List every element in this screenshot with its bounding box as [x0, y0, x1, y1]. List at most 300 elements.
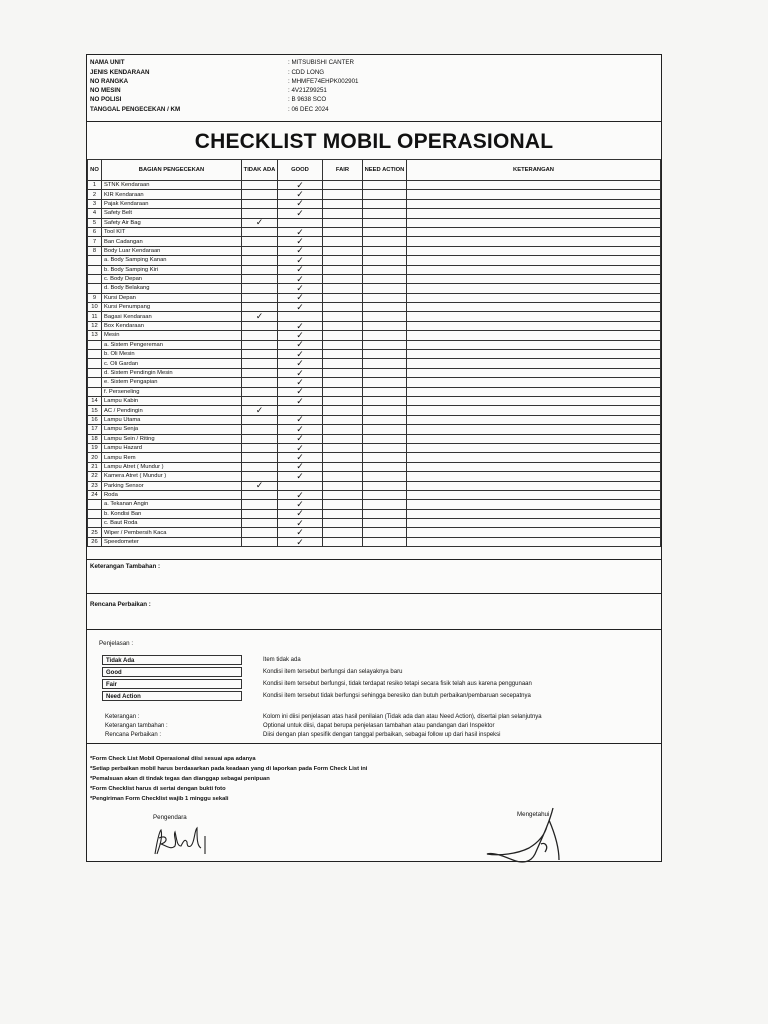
signature-label-mengetahui: Mengetahui: [517, 811, 550, 818]
row-item: Pajak Kendaraan: [102, 199, 242, 208]
row-tidak-ada[interactable]: [242, 190, 278, 199]
row-need-action[interactable]: [363, 350, 407, 359]
row-keterangan[interactable]: [407, 434, 661, 443]
row-no: 20: [88, 453, 102, 462]
table-row: [88, 462, 661, 471]
legend-term: Tidak Ada: [102, 655, 242, 665]
row-need-action[interactable]: [363, 331, 407, 340]
row-good[interactable]: [278, 209, 323, 218]
table-row: [88, 218, 661, 227]
check-mark-icon: ✓: [296, 320, 304, 331]
row-fair[interactable]: [323, 190, 363, 199]
row-no: [88, 378, 102, 387]
check-mark-icon: ✓: [296, 517, 304, 528]
row-no: 10: [88, 303, 102, 312]
row-keterangan[interactable]: [407, 274, 661, 283]
check-mark-icon: ✓: [296, 414, 304, 425]
row-tidak-ada[interactable]: [242, 443, 278, 452]
row-no: [88, 519, 102, 528]
row-item: Lampu Utama: [102, 415, 242, 424]
row-need-action[interactable]: [363, 443, 407, 452]
row-item: Parking Sensor: [102, 481, 242, 490]
check-mark-icon: ✓: [255, 217, 264, 228]
row-good[interactable]: [278, 312, 323, 321]
row-keterangan[interactable]: [407, 303, 661, 312]
legend-desc: Kondisi item tersebut tidak berfungsi sehingga beresiko dan butuh perbaikan/pembaruan secepatnya: [263, 693, 531, 699]
row-need-action[interactable]: [363, 246, 407, 255]
footnote: *Pemalsuan akan di tindak tegas dan dianggap sebagai penipuan: [90, 776, 270, 782]
row-item: Lampu Sein / Riting: [102, 434, 242, 443]
info-value: : MHMFE74EHPK002901: [288, 78, 359, 85]
row-no: [88, 359, 102, 368]
row-need-action[interactable]: [363, 396, 407, 405]
note-label: Keterangan tambahan :: [105, 723, 168, 729]
row-need-action[interactable]: [363, 434, 407, 443]
note-label: Rencana Perbaikan :: [105, 732, 162, 738]
row-fair[interactable]: [323, 443, 363, 452]
row-fair[interactable]: [323, 227, 363, 236]
row-keterangan[interactable]: [407, 265, 661, 274]
legend-term: Good: [102, 667, 242, 677]
row-no: 11: [88, 312, 102, 321]
row-no: 25: [88, 528, 102, 537]
row-item: Roda: [102, 490, 242, 499]
row-no: 24: [88, 490, 102, 499]
check-mark-icon: ✓: [296, 282, 304, 293]
table-row: [88, 237, 661, 246]
row-tidak-ada[interactable]: [242, 274, 278, 283]
footnote: *Form Checklist harus di sertai dengan bukti foto: [90, 786, 226, 792]
check-mark-icon: ✓: [296, 358, 304, 369]
row-keterangan[interactable]: [407, 209, 661, 218]
row-no: 23: [88, 481, 102, 490]
row-need-action[interactable]: [363, 218, 407, 227]
row-good[interactable]: [278, 481, 323, 490]
row-need-action[interactable]: [363, 368, 407, 377]
check-mark-icon: ✓: [255, 405, 264, 416]
row-tidak-ada[interactable]: [242, 425, 278, 434]
table-row: [88, 274, 661, 283]
row-need-action[interactable]: [363, 509, 407, 518]
row-fair[interactable]: [323, 199, 363, 208]
row-item: Lampu Kabin: [102, 396, 242, 405]
table-row: [88, 350, 661, 359]
check-mark-icon: ✓: [296, 376, 304, 387]
row-keterangan[interactable]: [407, 387, 661, 396]
row-keterangan[interactable]: [407, 462, 661, 471]
row-tidak-ada[interactable]: [242, 537, 278, 546]
table-row: [88, 368, 661, 377]
row-tidak-ada[interactable]: [242, 227, 278, 236]
row-need-action[interactable]: [363, 227, 407, 236]
row-item: c. Body Depan: [102, 274, 242, 283]
row-tidak-ada[interactable]: [242, 321, 278, 330]
legend-desc: Kondisi item tersebut berfungsi, tidak terdapat resiko tetapi secara fisik telah aus karena penggunaan: [263, 681, 532, 687]
row-fair[interactable]: [323, 321, 363, 330]
row-fair[interactable]: [323, 396, 363, 405]
table-row: [88, 434, 661, 443]
row-need-action[interactable]: [363, 181, 407, 190]
row-keterangan[interactable]: [407, 519, 661, 528]
row-item: a. Body Samping Kanan: [102, 256, 242, 265]
row-tidak-ada[interactable]: [242, 500, 278, 509]
row-need-action[interactable]: [363, 274, 407, 283]
row-no: 17: [88, 425, 102, 434]
row-item: Bagasi Kendaraan: [102, 312, 242, 321]
row-fair[interactable]: [323, 406, 363, 415]
col-header-bagian: BAGIAN PENGECEKAN: [102, 160, 242, 181]
row-no: 9: [88, 293, 102, 302]
table-row: [88, 256, 661, 265]
row-tidak-ada[interactable]: [242, 256, 278, 265]
row-good[interactable]: [278, 265, 323, 274]
row-fair[interactable]: [323, 378, 363, 387]
table-row: [88, 265, 661, 274]
row-keterangan[interactable]: [407, 246, 661, 255]
col-header-need-action: NEED ACTION: [363, 160, 407, 181]
row-item: Mesin: [102, 331, 242, 340]
note-label: Keterangan :: [105, 714, 140, 720]
row-fair[interactable]: [323, 434, 363, 443]
penjelasan-title: Penjelasan :: [99, 640, 134, 647]
row-tidak-ada[interactable]: [242, 528, 278, 537]
row-keterangan[interactable]: [407, 340, 661, 349]
row-fair[interactable]: [323, 237, 363, 246]
check-mark-icon: ✓: [296, 236, 304, 247]
row-tidak-ada[interactable]: [242, 378, 278, 387]
row-keterangan[interactable]: [407, 331, 661, 340]
row-fair[interactable]: [323, 350, 363, 359]
row-need-action[interactable]: [363, 481, 407, 490]
row-tidak-ada[interactable]: [242, 340, 278, 349]
row-keterangan[interactable]: [407, 490, 661, 499]
row-fair[interactable]: [323, 490, 363, 499]
row-no: 5: [88, 218, 102, 227]
table-row: [88, 528, 661, 537]
row-need-action[interactable]: [363, 519, 407, 528]
row-fair[interactable]: [323, 284, 363, 293]
row-keterangan[interactable]: [407, 237, 661, 246]
row-item: Body Luar Kendaraan: [102, 246, 242, 255]
row-fair[interactable]: [323, 481, 363, 490]
table-row: [88, 396, 661, 405]
check-mark-icon: ✓: [296, 264, 304, 275]
table-body: [88, 181, 661, 547]
table-row: [88, 415, 661, 424]
row-need-action[interactable]: [363, 415, 407, 424]
row-fair[interactable]: [323, 387, 363, 396]
row-tidak-ada[interactable]: [242, 181, 278, 190]
row-tidak-ada[interactable]: [242, 359, 278, 368]
row-no: 14: [88, 396, 102, 405]
row-keterangan[interactable]: [407, 425, 661, 434]
table-row: [88, 425, 661, 434]
row-keterangan[interactable]: [407, 537, 661, 546]
row-item: Lampu Rem: [102, 453, 242, 462]
row-need-action[interactable]: [363, 378, 407, 387]
check-mark-icon: ✓: [296, 527, 304, 538]
legend-term: Fair: [102, 679, 242, 689]
row-tidak-ada[interactable]: [242, 312, 278, 321]
check-mark-icon: ✓: [296, 489, 304, 500]
row-fair[interactable]: [323, 181, 363, 190]
table-row: [88, 490, 661, 499]
row-tidak-ada[interactable]: [242, 434, 278, 443]
row-keterangan[interactable]: [407, 312, 661, 321]
info-label: NO RANGKA: [90, 78, 129, 85]
row-keterangan[interactable]: [407, 396, 661, 405]
row-keterangan[interactable]: [407, 443, 661, 452]
row-tidak-ada[interactable]: [242, 453, 278, 462]
row-keterangan[interactable]: [407, 472, 661, 481]
row-item: STNK Kendaraan: [102, 181, 242, 190]
row-fair[interactable]: [323, 509, 363, 518]
row-keterangan[interactable]: [407, 284, 661, 293]
note-desc: Kolom ini diisi penjelasan atas hasil penilaian (Tidak ada dan atau Need Action), disertai plan selanjutnya: [263, 714, 542, 720]
row-no: [88, 500, 102, 509]
table-row: [88, 246, 661, 255]
row-need-action[interactable]: [363, 462, 407, 471]
row-item: d. Body Belakang: [102, 284, 242, 293]
row-need-action[interactable]: [363, 406, 407, 415]
row-good[interactable]: [278, 472, 323, 481]
row-item: Lampu Hazard: [102, 443, 242, 452]
row-fair[interactable]: [323, 312, 363, 321]
row-item: Ban Cadangan: [102, 237, 242, 246]
row-tidak-ada[interactable]: [242, 199, 278, 208]
row-good[interactable]: [278, 396, 323, 405]
row-fair[interactable]: [323, 415, 363, 424]
row-keterangan[interactable]: [407, 293, 661, 302]
info-row: [90, 105, 650, 115]
row-need-action[interactable]: [363, 528, 407, 537]
row-tidak-ada[interactable]: [242, 284, 278, 293]
table-row: [88, 537, 661, 546]
row-need-action[interactable]: [363, 537, 407, 546]
info-label: TANGGAL PENGECEKAN / KM: [90, 106, 181, 113]
row-fair[interactable]: [323, 303, 363, 312]
check-mark-icon: ✓: [296, 226, 304, 237]
penjelasan-section: [87, 629, 661, 744]
table-row: [88, 181, 661, 190]
row-need-action[interactable]: [363, 387, 407, 396]
check-mark-icon: ✓: [296, 254, 304, 265]
row-fair[interactable]: [323, 293, 363, 302]
row-fair[interactable]: [323, 256, 363, 265]
legend-desc: Item tidak ada: [263, 657, 301, 663]
row-tidak-ada[interactable]: [242, 509, 278, 518]
row-need-action[interactable]: [363, 500, 407, 509]
row-good[interactable]: [278, 303, 323, 312]
legend-desc: Kondisi item tersebut berfungsi dan selayaknya baru: [263, 669, 403, 675]
row-keterangan[interactable]: [407, 453, 661, 462]
row-fair[interactable]: [323, 472, 363, 481]
row-no: 18: [88, 434, 102, 443]
check-mark-icon: ✓: [296, 508, 304, 519]
row-keterangan[interactable]: [407, 359, 661, 368]
row-need-action[interactable]: [363, 303, 407, 312]
row-no: 21: [88, 462, 102, 471]
table-row: [88, 303, 661, 312]
row-item: Kursi Penumpang: [102, 303, 242, 312]
row-keterangan[interactable]: [407, 199, 661, 208]
table-row: [88, 312, 661, 321]
row-need-action[interactable]: [363, 340, 407, 349]
rencana-perbaikan-section: [87, 593, 661, 630]
row-need-action[interactable]: [363, 312, 407, 321]
row-need-action[interactable]: [363, 190, 407, 199]
row-no: 19: [88, 443, 102, 452]
row-tidak-ada[interactable]: [242, 481, 278, 490]
row-keterangan[interactable]: [407, 509, 661, 518]
note-desc: Optional untuk diisi, dapat berupa penjelasan tambahan atau pandangan dari Inspektor: [263, 723, 495, 729]
row-item: d. Sistem Pendingin Mesin: [102, 368, 242, 377]
check-mark-icon: ✓: [296, 301, 304, 312]
checklist-table-wrap: [87, 159, 661, 559]
row-fair[interactable]: [323, 331, 363, 340]
row-tidak-ada[interactable]: [242, 406, 278, 415]
check-mark-icon: ✓: [296, 442, 304, 453]
row-keterangan[interactable]: [407, 256, 661, 265]
row-tidak-ada[interactable]: [242, 350, 278, 359]
row-fair[interactable]: [323, 218, 363, 227]
col-header-keterangan: KETERANGAN: [407, 160, 661, 181]
row-keterangan[interactable]: [407, 528, 661, 537]
info-value: : B 9638 SCO: [288, 96, 327, 103]
row-item: e. Sistem Pengapian: [102, 378, 242, 387]
row-item: b. Kondisi Ban: [102, 509, 242, 518]
row-good[interactable]: [278, 359, 323, 368]
row-keterangan[interactable]: [407, 500, 661, 509]
row-tidak-ada[interactable]: [242, 331, 278, 340]
row-no: [88, 256, 102, 265]
check-mark-icon: ✓: [296, 273, 304, 284]
row-need-action[interactable]: [363, 321, 407, 330]
row-keterangan[interactable]: [407, 321, 661, 330]
footnote: *Pengiriman Form Checklist wajib 1 minggu sekali: [90, 796, 229, 802]
table-row: [88, 519, 661, 528]
row-need-action[interactable]: [363, 209, 407, 218]
table-row: [88, 481, 661, 490]
row-fair[interactable]: [323, 519, 363, 528]
row-keterangan[interactable]: [407, 218, 661, 227]
vehicle-info-header: [87, 55, 661, 122]
row-fair[interactable]: [323, 453, 363, 462]
row-need-action[interactable]: [363, 265, 407, 274]
signature-pengendara: [149, 824, 219, 860]
row-fair[interactable]: [323, 368, 363, 377]
row-good[interactable]: [278, 537, 323, 546]
row-tidak-ada[interactable]: [242, 293, 278, 302]
row-no: 8: [88, 246, 102, 255]
row-keterangan[interactable]: [407, 481, 661, 490]
row-item: Lampu Senja: [102, 425, 242, 434]
row-tidak-ada[interactable]: [242, 237, 278, 246]
row-need-action[interactable]: [363, 453, 407, 462]
note-desc: Diisi dengan plan spesifik dengan tanggal perbaikan, sebagai follow up dari hasil inspeksi: [263, 732, 501, 738]
check-mark-icon: ✓: [255, 480, 264, 491]
info-row: [90, 95, 650, 105]
row-need-action[interactable]: [363, 199, 407, 208]
table-row: [88, 500, 661, 509]
row-fair[interactable]: [323, 274, 363, 283]
row-need-action[interactable]: [363, 237, 407, 246]
row-need-action[interactable]: [363, 256, 407, 265]
row-fair[interactable]: [323, 537, 363, 546]
row-tidak-ada[interactable]: [242, 519, 278, 528]
row-no: 12: [88, 321, 102, 330]
row-good[interactable]: [278, 528, 323, 537]
row-fair[interactable]: [323, 209, 363, 218]
table-row: [88, 331, 661, 340]
table-row: [88, 387, 661, 396]
row-need-action[interactable]: [363, 490, 407, 499]
row-tidak-ada[interactable]: [242, 490, 278, 499]
row-tidak-ada[interactable]: [242, 368, 278, 377]
check-mark-icon: ✓: [296, 386, 304, 397]
row-item: Lampu Atret ( Mundur ): [102, 462, 242, 471]
row-no: 22: [88, 472, 102, 481]
row-tidak-ada[interactable]: [242, 415, 278, 424]
row-fair[interactable]: [323, 500, 363, 509]
row-keterangan[interactable]: [407, 190, 661, 199]
row-fair[interactable]: [323, 462, 363, 471]
row-fair[interactable]: [323, 340, 363, 349]
check-mark-icon: ✓: [296, 536, 304, 547]
info-label: NO POLISI: [90, 96, 122, 103]
check-mark-icon: ✓: [296, 395, 304, 406]
row-no: [88, 368, 102, 377]
row-keterangan[interactable]: [407, 227, 661, 236]
table-row: [88, 472, 661, 481]
row-fair[interactable]: [323, 425, 363, 434]
row-need-action[interactable]: [363, 293, 407, 302]
row-keterangan[interactable]: [407, 350, 661, 359]
row-fair[interactable]: [323, 359, 363, 368]
row-tidak-ada[interactable]: [242, 246, 278, 255]
row-tidak-ada[interactable]: [242, 387, 278, 396]
row-keterangan[interactable]: [407, 415, 661, 424]
check-mark-icon: ✓: [296, 470, 304, 481]
row-item: Wiper / Pembersih Kaca: [102, 528, 242, 537]
row-need-action[interactable]: [363, 472, 407, 481]
page-title: CHECKLIST MOBIL OPERASIONAL: [194, 130, 554, 153]
row-fair[interactable]: [323, 246, 363, 255]
check-mark-icon: ✓: [255, 311, 264, 322]
table-row: [88, 509, 661, 518]
row-need-action[interactable]: [363, 284, 407, 293]
row-tidak-ada[interactable]: [242, 218, 278, 227]
row-need-action[interactable]: [363, 425, 407, 434]
row-tidak-ada[interactable]: [242, 265, 278, 274]
table-row: [88, 443, 661, 452]
col-header-no: NO: [88, 160, 102, 181]
check-mark-icon: ✓: [296, 348, 304, 359]
check-mark-icon: ✓: [296, 189, 304, 200]
row-keterangan[interactable]: [407, 378, 661, 387]
row-fair[interactable]: [323, 265, 363, 274]
row-keterangan[interactable]: [407, 368, 661, 377]
row-no: 4: [88, 209, 102, 218]
row-item: Tool KIT: [102, 227, 242, 236]
row-keterangan[interactable]: [407, 181, 661, 190]
row-keterangan[interactable]: [407, 406, 661, 415]
row-need-action[interactable]: [363, 359, 407, 368]
row-item: c. Baut Roda: [102, 519, 242, 528]
row-tidak-ada[interactable]: [242, 462, 278, 471]
row-item: AC / Pendingin: [102, 406, 242, 415]
row-fair[interactable]: [323, 528, 363, 537]
